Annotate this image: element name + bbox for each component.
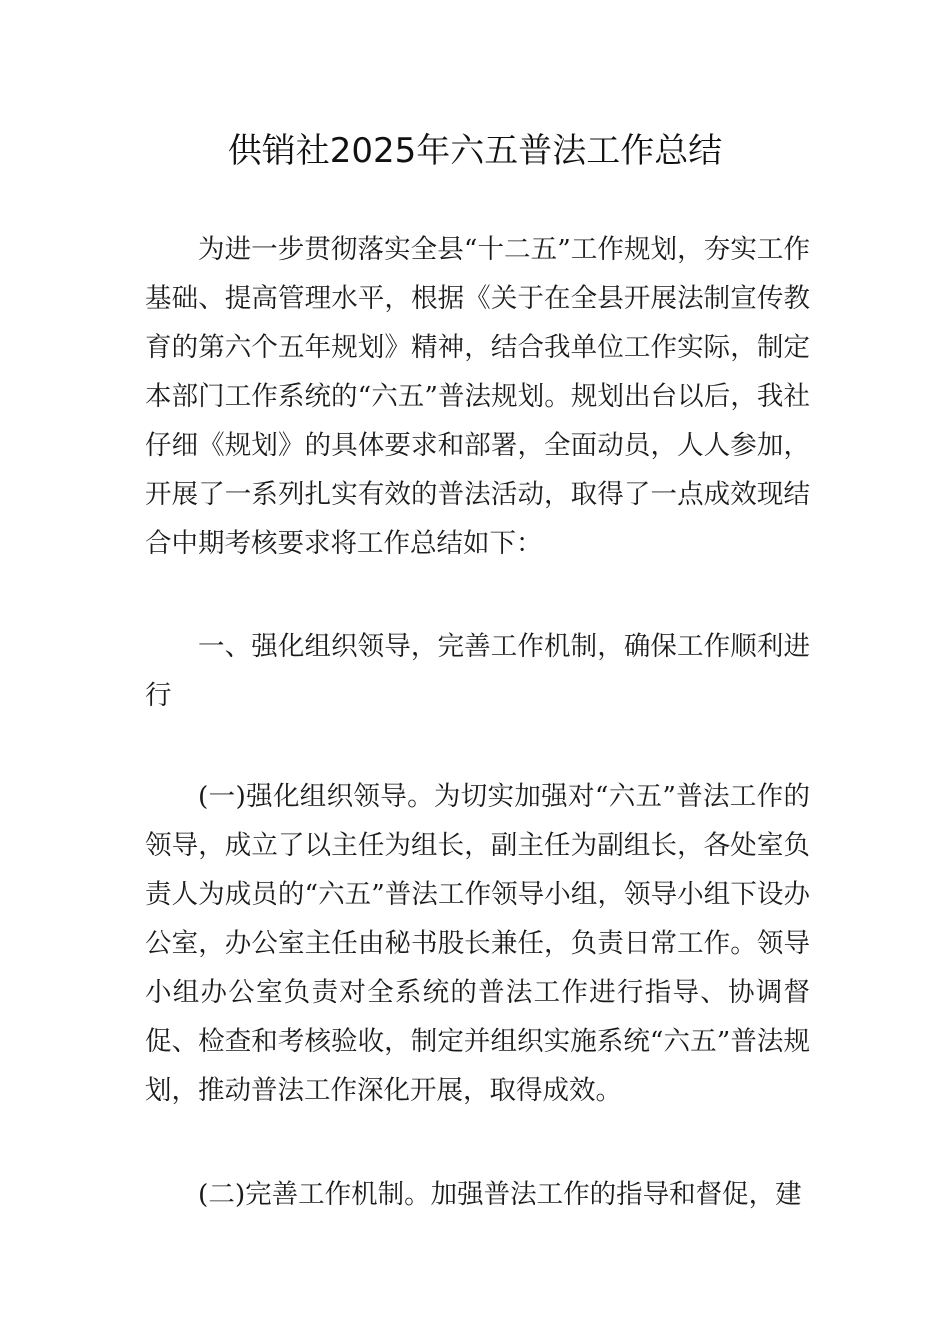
- subsection-paragraph-1: (一)强化组织领导。为切实加强对“六五”普法工作的领导，成立了以主任为组长，副主任为副组长，各处室负责人为成员的“六五”普法工作领导小组，领导小组下设办公室，办公室主任由秘书股长兼任，负责日常工作。领导小组办公室负责对全系统的普法工作进行指导、协调督促、检查和考核验收，制定并组织实施系统“六五”普法规划，推动普法工作深化开展，取得成效。: [145, 781, 810, 1106]
- subsection-paragraph-2: (二)完善工作机制。加强普法工作的指导和督促，建: [198, 1179, 802, 1210]
- intro-paragraph: 为进一步贯彻落实全县“十二五”工作规划，夯实工作基础、提高管理水平，根据《关于在全县开展法制宣传教育的第六个五年规划》精神，结合我单位工作实际，制定本部门工作系统的“六五”普法规划。规划出台以后，我社仔细《规划》的具体要求和部署，全面动员，人人参加，开展了一系列扎实有效的普法活动，取得了一点成效现结合中期考核要求将工作总结如下：: [145, 234, 810, 559]
- document-title: 供销社2025年六五普法工作总结: [227, 131, 723, 171]
- section-heading-1: 一、强化组织领导，完善工作机制，确保工作顺利进行: [145, 631, 810, 711]
